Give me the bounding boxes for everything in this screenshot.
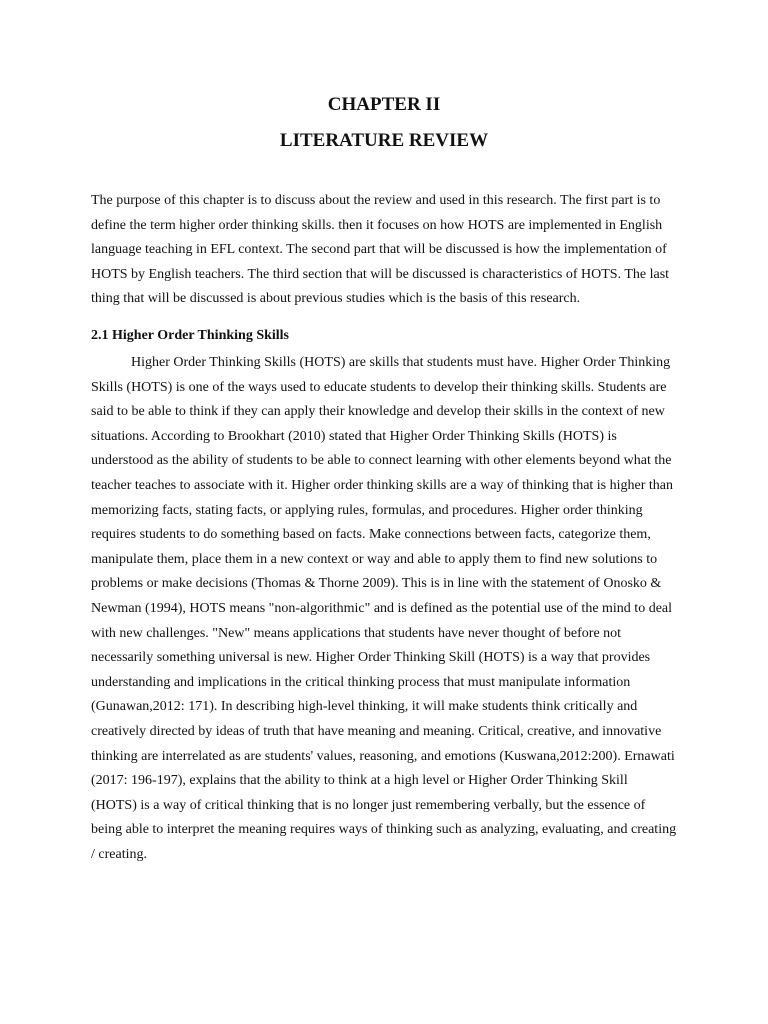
chapter-number: CHAPTER II <box>327 94 441 115</box>
section-paragraph: Higher Order Thinking Skills (HOTS) are skills that students must have. Higher Order Thinking Skills (HOTS) is one of the ways used to educate students to develop their thinking skills. Students are said to be able to think if they can apply their knowledge and develop their skills in the context of new situations. According to Brookhart (2010) stated that Higher Order Thinking Skills (HOTS) is understood as the ability of students to be able to connect learning with other elements beyond what the teacher teaches to associate with it. Higher order thinking skills are a way of thinking that is higher than memorizing facts, stating facts, or applying rules, formulas, and procedures. Higher order thinking requires students to do something based on facts. Make connections between facts, categorize them, manipulate them, place them in a new context or way and able to apply them to find new solutions to problems or make decisions (Thomas & Thorne 2009). This is in line with the statement of Onosko & Newman (1994), HOTS means "non-algorithmic" and is defined as the potential use of the mind to deal with new challenges. "New" means applications that students have never thought of before not necessarily something universal is new. Higher Order Thinking Skill (HOTS) is a way that provides understanding and implications in the critical thinking process that must manipulate information (Gunawan,2012: 171). In describing high-level thinking, it will make students think critically and creatively directed by ideas of truth that have meaning and meaning. Critical, creative, and innovative thinking are interrelated as are students' values, reasoning, and emotions (Kuswana,2012:200). Ernawati (2017: 196-197), explains that the ability to think at a high level or Higher Order Thinking Skill (HOTS) is a way of critical thinking that is no longer just remembering verbally, but the essence of being able to interpret the meaning requires ways of thinking such as analyzing, evaluating, and creating / creating. <box>91 355 677 862</box>
intro-paragraph: The purpose of this chapter is to discuss about the review and used in this research. The first part is to define the term higher order thinking skills. then it focuses on how HOTS are implemented in English language teaching in EFL context. The second part that will be discussed is how the implementation of HOTS by English teachers. The third section that will be discussed is characteristics of HOTS. The last thing that will be discussed is about previous studies which is the basis of this research. <box>91 193 670 307</box>
chapter-title: LITERATURE REVIEW <box>279 130 489 151</box>
section-heading: 2.1 Higher Order Thinking Skills <box>91 328 290 343</box>
